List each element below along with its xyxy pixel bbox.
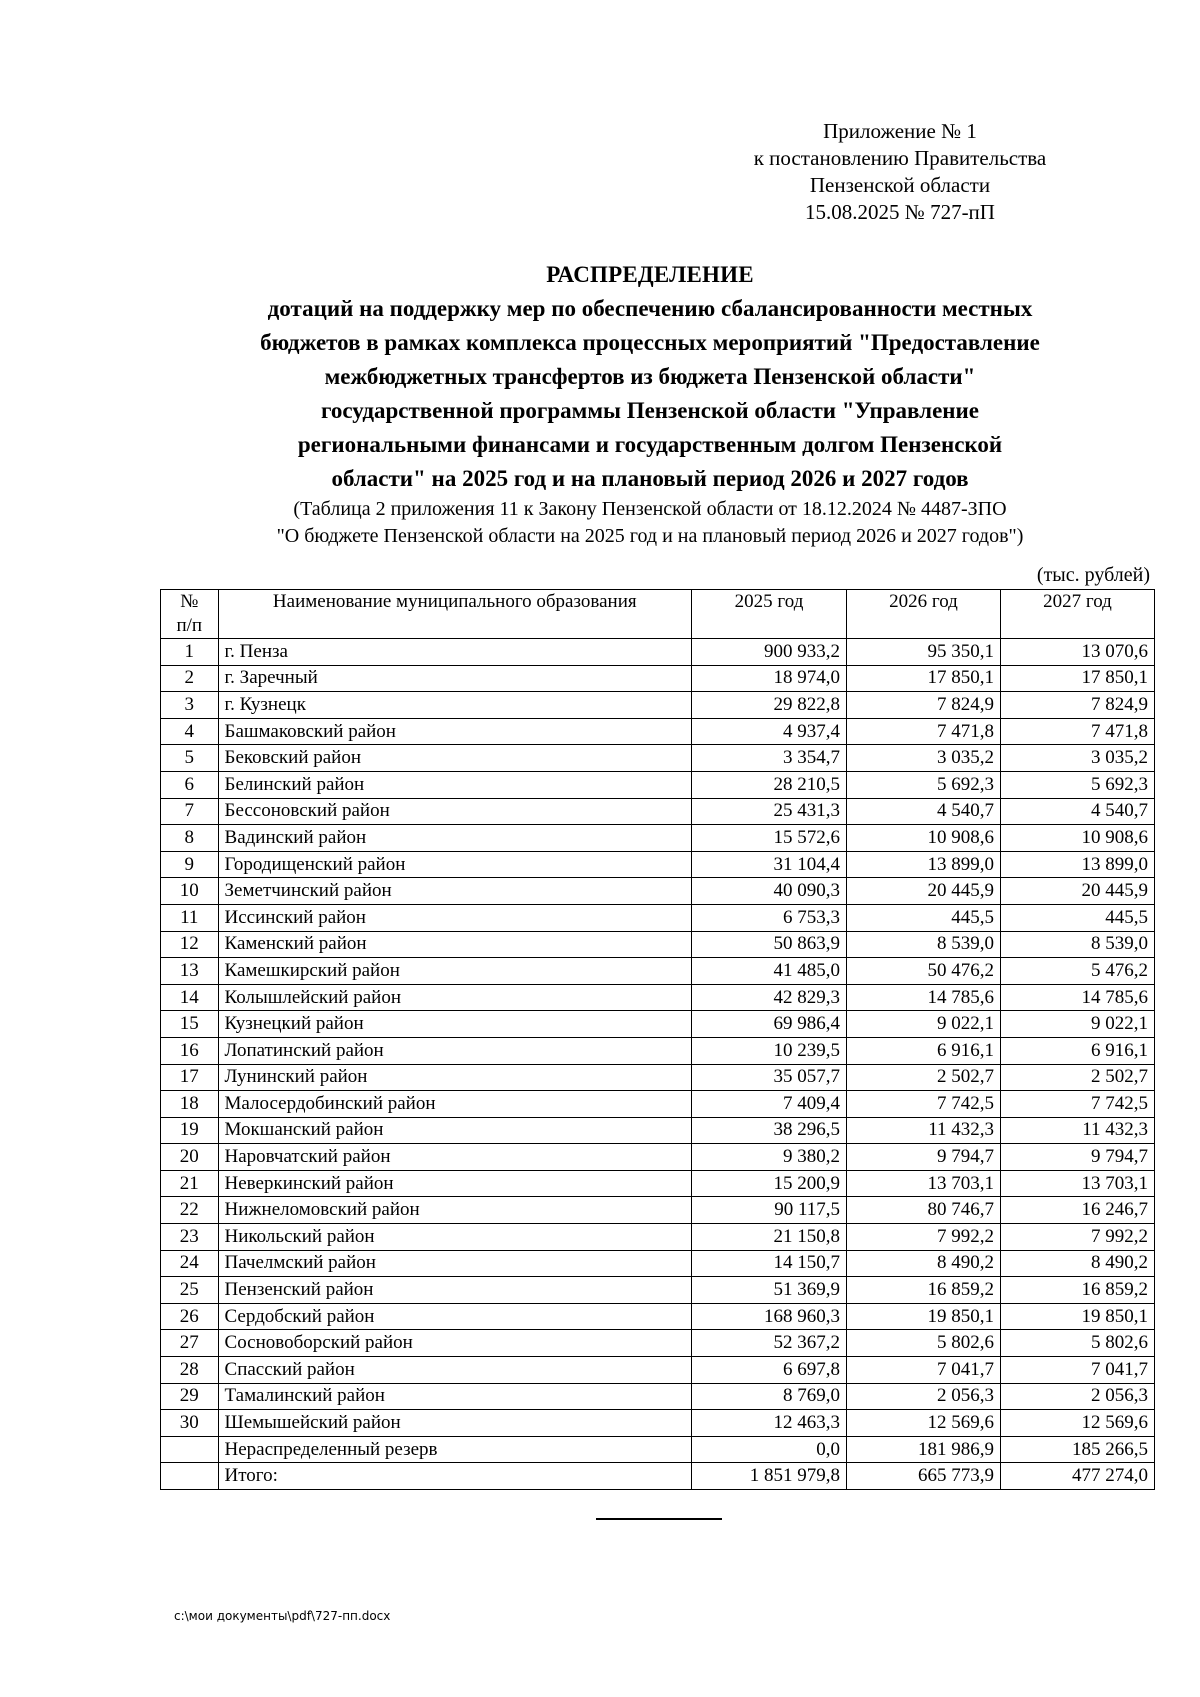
row-value-2027: 13 070,6 [1000, 639, 1154, 666]
row-value-2026: 11 432,3 [847, 1117, 1001, 1144]
row-number: 28 [161, 1357, 219, 1384]
row-number: 11 [161, 904, 219, 931]
table-row [161, 1064, 1155, 1091]
row-value-2026: 3 035,2 [847, 745, 1001, 772]
row-municipality-name: Нижнеломовский район [218, 1197, 692, 1224]
row-number: 19 [161, 1117, 219, 1144]
row-value-2025: 31 104,4 [692, 851, 847, 878]
row-value-2025: 168 960,3 [692, 1303, 847, 1330]
row-number: 21 [161, 1170, 219, 1197]
row-value-2027: 16 859,2 [1000, 1277, 1154, 1304]
units-label: (тыс. рублей) [1036, 564, 1150, 586]
row-number: 20 [161, 1144, 219, 1171]
row-value-2027: 8 539,0 [1000, 931, 1154, 958]
note-line: (Таблица 2 приложения 11 к Закону Пензенской области от 18.12.2024 № 4487-ЗПО [293, 498, 1007, 520]
row-value-2025: 15 572,6 [692, 825, 847, 852]
row-municipality-name: Мокшанский район [218, 1117, 692, 1144]
row-value-2027: 8 490,2 [1000, 1250, 1154, 1277]
table-row [161, 1011, 1155, 1038]
row-value-2026: 95 350,1 [847, 639, 1001, 666]
row-value-2026: 13 899,0 [847, 851, 1001, 878]
row-value-2027: 5 692,3 [1000, 771, 1154, 798]
header-2025: 2025 год [692, 590, 847, 639]
row-number: 10 [161, 878, 219, 905]
document-title-block [150, 258, 1150, 550]
row-number [161, 1463, 219, 1490]
row-value-2025: 12 463,3 [692, 1410, 847, 1437]
table-row [161, 904, 1155, 931]
row-municipality-name: Камешкирский район [218, 958, 692, 985]
row-value-2027: 12 569,6 [1000, 1410, 1154, 1437]
row-number: 30 [161, 1410, 219, 1437]
row-value-2026: 7 824,9 [847, 692, 1001, 719]
table-row [161, 718, 1155, 745]
row-value-2025: 42 829,3 [692, 984, 847, 1011]
row-value-2025: 21 150,8 [692, 1224, 847, 1251]
row-number [161, 1436, 219, 1463]
row-value-2025: 6 753,3 [692, 904, 847, 931]
row-value-2027: 4 540,7 [1000, 798, 1154, 825]
row-value-2027: 6 916,1 [1000, 1037, 1154, 1064]
row-value-2025: 38 296,5 [692, 1117, 847, 1144]
row-municipality-name: Земетчинский район [218, 878, 692, 905]
row-value-2027: 7 742,5 [1000, 1091, 1154, 1118]
row-value-2027: 477 274,0 [1000, 1463, 1154, 1490]
table-row [161, 1250, 1155, 1277]
distribution-table [160, 589, 1155, 1490]
row-municipality-name: Бессоновский район [218, 798, 692, 825]
row-value-2026: 6 916,1 [847, 1037, 1001, 1064]
row-value-2025: 18 974,0 [692, 665, 847, 692]
row-number: 1 [161, 639, 219, 666]
row-number: 2 [161, 665, 219, 692]
row-municipality-name: г. Кузнецк [218, 692, 692, 719]
table-row [161, 1037, 1155, 1064]
table-body [161, 639, 1155, 1490]
row-municipality-name: Колышлейский район [218, 984, 692, 1011]
end-separator-line [596, 1518, 722, 1520]
row-value-2027: 7 471,8 [1000, 718, 1154, 745]
table-row [161, 1170, 1155, 1197]
row-number: 24 [161, 1250, 219, 1277]
row-value-2027: 19 850,1 [1000, 1303, 1154, 1330]
table-row [161, 1224, 1155, 1251]
row-municipality-name: Никольский район [218, 1224, 692, 1251]
appendix-line: Пензенской области [809, 173, 991, 197]
header-2027: 2027 год [1000, 590, 1154, 639]
row-municipality-name: Кузнецкий район [218, 1011, 692, 1038]
row-municipality-name: Наровчатский район [218, 1144, 692, 1171]
row-value-2027: 5 802,6 [1000, 1330, 1154, 1357]
table-row [161, 1436, 1155, 1463]
row-value-2025: 35 057,7 [692, 1064, 847, 1091]
row-value-2027: 13 703,1 [1000, 1170, 1154, 1197]
row-value-2025: 900 933,2 [692, 639, 847, 666]
row-number: 27 [161, 1330, 219, 1357]
row-value-2026: 5 692,3 [847, 771, 1001, 798]
row-value-2027: 16 246,7 [1000, 1197, 1154, 1224]
table-row [161, 958, 1155, 985]
row-municipality-name: Малосердобинский район [218, 1091, 692, 1118]
row-value-2025: 14 150,7 [692, 1250, 847, 1277]
row-number: 5 [161, 745, 219, 772]
row-municipality-name: Шемышейский район [218, 1410, 692, 1437]
row-value-2026: 17 850,1 [847, 665, 1001, 692]
row-number: 8 [161, 825, 219, 852]
row-number: 4 [161, 718, 219, 745]
row-number: 3 [161, 692, 219, 719]
table-row [161, 931, 1155, 958]
row-value-2025: 41 485,0 [692, 958, 847, 985]
row-number: 26 [161, 1303, 219, 1330]
table-row [161, 771, 1155, 798]
row-number: 12 [161, 931, 219, 958]
table-row [161, 984, 1155, 1011]
table-row [161, 1410, 1155, 1437]
row-number: 13 [161, 958, 219, 985]
row-municipality-name: Итого: [218, 1463, 692, 1490]
row-municipality-name: Башмаковский район [218, 718, 692, 745]
row-value-2025: 69 986,4 [692, 1011, 847, 1038]
row-number: 7 [161, 798, 219, 825]
note-line: "О бюджете Пензенской области на 2025 год и на плановый период 2026 и 2027 годов") [276, 525, 1024, 547]
row-number: 25 [161, 1277, 219, 1304]
row-municipality-name: Пензенский район [218, 1277, 692, 1304]
row-value-2025: 25 431,3 [692, 798, 847, 825]
subtitle-line: области" на 2025 год и на плановый период 2026 и 2027 годов [331, 466, 969, 491]
row-value-2027: 2 502,7 [1000, 1064, 1154, 1091]
row-value-2027: 13 899,0 [1000, 851, 1154, 878]
row-number: 15 [161, 1011, 219, 1038]
table-row [161, 639, 1155, 666]
row-municipality-name: Городищенский район [218, 851, 692, 878]
row-value-2026: 7 041,7 [847, 1357, 1001, 1384]
row-value-2025: 50 863,9 [692, 931, 847, 958]
appendix-line: Приложение № 1 [823, 119, 977, 143]
subtitle-line: региональными финансами и государственным долгом Пензенской [297, 432, 1003, 457]
row-number: 9 [161, 851, 219, 878]
row-municipality-name: Лунинский район [218, 1064, 692, 1091]
row-municipality-name: г. Заречный [218, 665, 692, 692]
row-value-2026: 9 794,7 [847, 1144, 1001, 1171]
row-value-2025: 51 369,9 [692, 1277, 847, 1304]
row-value-2027: 445,5 [1000, 904, 1154, 931]
row-value-2026: 19 850,1 [847, 1303, 1001, 1330]
table-row [161, 1463, 1155, 1490]
row-municipality-name: Иссинский район [218, 904, 692, 931]
row-municipality-name: Сосновоборский район [218, 1330, 692, 1357]
row-value-2026: 181 986,9 [847, 1436, 1001, 1463]
table-row [161, 1383, 1155, 1410]
row-municipality-name: Нераспределенный резерв [218, 1436, 692, 1463]
row-value-2025: 6 697,8 [692, 1357, 847, 1384]
row-value-2026: 7 471,8 [847, 718, 1001, 745]
row-value-2026: 80 746,7 [847, 1197, 1001, 1224]
row-number: 29 [161, 1383, 219, 1410]
row-municipality-name: Вадинский район [218, 825, 692, 852]
row-value-2025: 40 090,3 [692, 878, 847, 905]
row-value-2026: 665 773,9 [847, 1463, 1001, 1490]
row-value-2026: 5 802,6 [847, 1330, 1001, 1357]
row-value-2025: 4 937,4 [692, 718, 847, 745]
row-value-2027: 5 476,2 [1000, 958, 1154, 985]
subtitle-line: дотаций на поддержку мер по обеспечению сбалансированности местных [267, 296, 1033, 321]
table-row [161, 1357, 1155, 1384]
row-number: 6 [161, 771, 219, 798]
row-number: 23 [161, 1224, 219, 1251]
row-municipality-name: Сердобский район [218, 1303, 692, 1330]
row-value-2025: 9 380,2 [692, 1144, 847, 1171]
row-municipality-name: Спасский район [218, 1357, 692, 1384]
row-municipality-name: Лопатинский район [218, 1037, 692, 1064]
row-value-2027: 10 908,6 [1000, 825, 1154, 852]
row-value-2026: 8 539,0 [847, 931, 1001, 958]
row-number: 17 [161, 1064, 219, 1091]
row-number: 18 [161, 1091, 219, 1118]
row-value-2025: 52 367,2 [692, 1330, 847, 1357]
header-2026: 2026 год [847, 590, 1001, 639]
row-value-2027: 7 992,2 [1000, 1224, 1154, 1251]
row-value-2027: 3 035,2 [1000, 745, 1154, 772]
appendix-line: к постановлению Правительства [753, 146, 1047, 170]
row-value-2025: 10 239,5 [692, 1037, 847, 1064]
row-value-2027: 2 056,3 [1000, 1383, 1154, 1410]
row-value-2027: 20 445,9 [1000, 878, 1154, 905]
table-row [161, 692, 1155, 719]
row-number: 22 [161, 1197, 219, 1224]
row-value-2026: 4 540,7 [847, 798, 1001, 825]
table-row [161, 745, 1155, 772]
legal-reference-note [150, 496, 1150, 550]
row-value-2025: 90 117,5 [692, 1197, 847, 1224]
table-header-row [161, 590, 1155, 639]
document-subtitle [150, 292, 1150, 496]
row-municipality-name: Тамалинский район [218, 1383, 692, 1410]
header-municipality-name: Наименование муниципального образования [218, 590, 692, 639]
table-row [161, 1091, 1155, 1118]
row-value-2026: 8 490,2 [847, 1250, 1001, 1277]
table-row [161, 1197, 1155, 1224]
header-number: № п/п [161, 590, 219, 639]
row-municipality-name: Пачелмский район [218, 1250, 692, 1277]
table-row [161, 1330, 1155, 1357]
row-value-2026: 9 022,1 [847, 1011, 1001, 1038]
row-value-2026: 2 502,7 [847, 1064, 1001, 1091]
subtitle-line: государственной программы Пензенской области "Управление [320, 398, 979, 423]
row-value-2025: 0,0 [692, 1436, 847, 1463]
row-value-2027: 11 432,3 [1000, 1117, 1154, 1144]
table-row [161, 1277, 1155, 1304]
row-municipality-name: Белинский район [218, 771, 692, 798]
table-row [161, 665, 1155, 692]
table-row [161, 878, 1155, 905]
row-value-2026: 50 476,2 [847, 958, 1001, 985]
row-value-2027: 9 022,1 [1000, 1011, 1154, 1038]
row-municipality-name: Бековский район [218, 745, 692, 772]
appendix-header [700, 118, 1100, 226]
table-row [161, 798, 1155, 825]
file-path-footer: c:\мои документы\pdf\727-пп.docx [174, 1609, 391, 1623]
table-row [161, 1303, 1155, 1330]
row-value-2025: 1 851 979,8 [692, 1463, 847, 1490]
row-value-2025: 15 200,9 [692, 1170, 847, 1197]
row-value-2025: 7 409,4 [692, 1091, 847, 1118]
subtitle-line: бюджетов в рамках комплекса процессных мероприятий "Предоставление [260, 330, 1040, 355]
subtitle-line: межбюджетных трансфертов из бюджета Пензенской области" [324, 364, 976, 389]
row-value-2027: 9 794,7 [1000, 1144, 1154, 1171]
row-value-2025: 3 354,7 [692, 745, 847, 772]
row-value-2027: 7 041,7 [1000, 1357, 1154, 1384]
document-title: РАСПРЕДЕЛЕНИЕ [546, 262, 754, 287]
table-row [161, 851, 1155, 878]
row-value-2026: 445,5 [847, 904, 1001, 931]
row-municipality-name: Каменский район [218, 931, 692, 958]
row-value-2026: 13 703,1 [847, 1170, 1001, 1197]
row-value-2026: 20 445,9 [847, 878, 1001, 905]
row-value-2027: 185 266,5 [1000, 1436, 1154, 1463]
row-municipality-name: г. Пенза [218, 639, 692, 666]
row-number: 14 [161, 984, 219, 1011]
row-value-2026: 16 859,2 [847, 1277, 1001, 1304]
table-row [161, 825, 1155, 852]
table-row [161, 1144, 1155, 1171]
row-value-2027: 17 850,1 [1000, 665, 1154, 692]
row-number: 16 [161, 1037, 219, 1064]
row-value-2026: 10 908,6 [847, 825, 1001, 852]
row-value-2026: 14 785,6 [847, 984, 1001, 1011]
row-value-2027: 7 824,9 [1000, 692, 1154, 719]
row-value-2025: 8 769,0 [692, 1383, 847, 1410]
table-row [161, 1117, 1155, 1144]
row-value-2025: 29 822,8 [692, 692, 847, 719]
row-municipality-name: Неверкинский район [218, 1170, 692, 1197]
row-value-2026: 12 569,6 [847, 1410, 1001, 1437]
row-value-2026: 7 992,2 [847, 1224, 1001, 1251]
appendix-date-number: 15.08.2025 № 727-пП [805, 200, 995, 224]
row-value-2026: 2 056,3 [847, 1383, 1001, 1410]
row-value-2027: 14 785,6 [1000, 984, 1154, 1011]
row-value-2026: 7 742,5 [847, 1091, 1001, 1118]
row-value-2025: 28 210,5 [692, 771, 847, 798]
